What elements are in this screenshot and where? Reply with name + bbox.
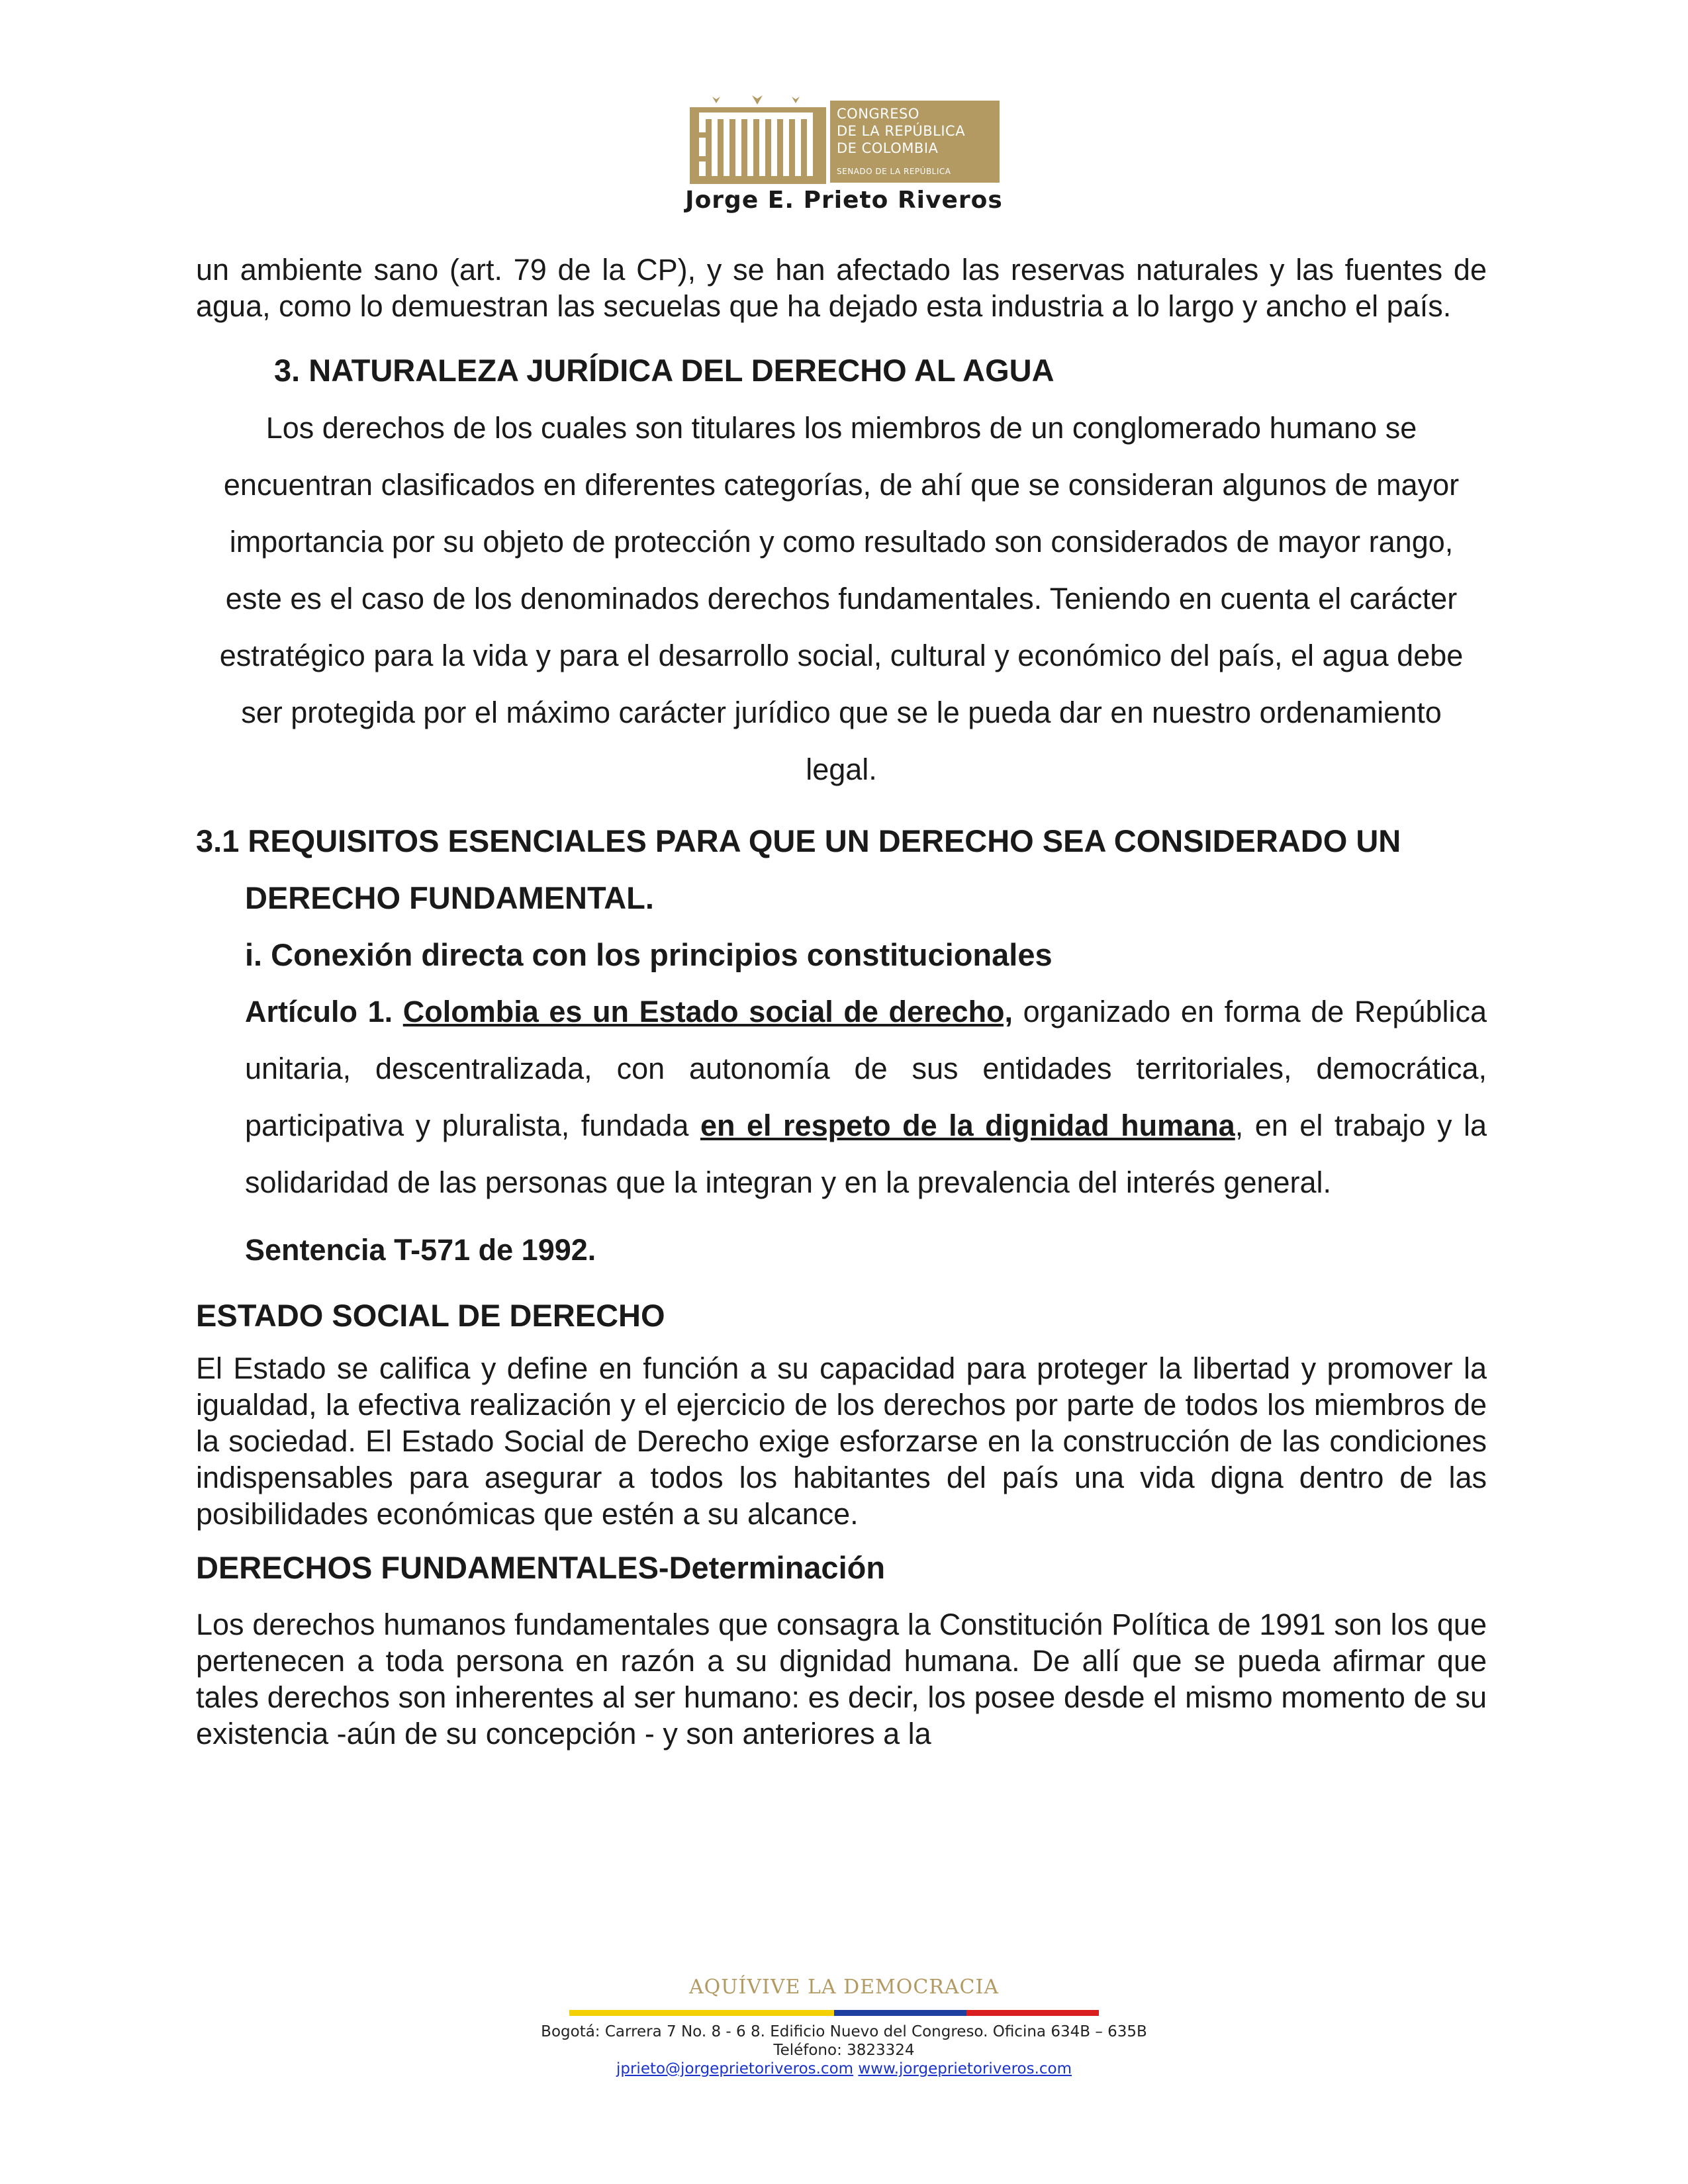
footer-address: Bogotá: Carrera 7 No. 8 - 6 8. Edificio Nuevo del Congreso. Oficina 634B – 635B xyxy=(541,2023,1147,2040)
intro-paragraph: un ambiente sano (art. 79 de la CP), y se han afectado las reservas naturales y las fuentes de agua, como lo demuestran las secuelas que ha dejado esta industria a lo largo y ancho el país. xyxy=(196,253,1487,323)
section-3-title: 3. NATURALEZA JURÍDICA DEL DERECHO AL AGUA xyxy=(274,353,1055,388)
flag-blue-stripe xyxy=(834,2010,966,2016)
flag-yellow-stripe xyxy=(569,2010,834,2016)
derechos-fundamentales-heading: DERECHOS FUNDAMENTALES-Determinación xyxy=(196,1550,886,1585)
website-link[interactable]: www.jorgeprietoriveros.com xyxy=(858,2060,1072,2077)
footer-slogan: AQUÍVIVE LA DEMOCRACIA xyxy=(688,1976,1000,1999)
article-underline-2: en el respeto de la dignidad humana xyxy=(700,1109,1235,1142)
logo-line-3: DE COLOMBIA xyxy=(837,140,939,156)
footer-phone: Teléfono: 3823324 xyxy=(773,2042,915,2059)
congreso-logo xyxy=(688,93,1000,184)
sentencia-reference: Sentencia T-571 de 1992. xyxy=(245,1233,596,1267)
estado-social-heading: ESTADO SOCIAL DE DERECHO xyxy=(196,1298,665,1333)
author-name: Jorge E. Prieto Riveros xyxy=(685,187,1003,214)
article-block xyxy=(196,927,1487,1279)
colombia-flag-stripe xyxy=(569,2010,1099,2016)
logo-text-box xyxy=(830,101,1000,183)
capitol-emblem-icon xyxy=(688,93,827,184)
footer-links xyxy=(0,2060,1688,2077)
logo-line-1: CONGRESO xyxy=(837,106,919,122)
logo-line-2: DE LA REPÚBLICA xyxy=(837,123,966,139)
derechos-fundamentales-paragraph: Los derechos humanos fundamentales que consagra la Constitución Política de 1991 son los que pertenecen a toda persona en razón a su dignidad humana. De allí que se pueda afirmar que tales derechos son inherentes al ser humano: es decir, los posee desde el mismo momento de su existencia -aún de su concepción - y son anteriores a la xyxy=(196,1608,1487,1751)
article-text-1: organizado en forma de República unitaria, descentralizada, con autonomía de sus entidades territoriales, democrática, participativa y pluralista, fundada xyxy=(245,995,1487,1142)
article-label: Artículo 1. xyxy=(245,995,393,1028)
document-body xyxy=(196,251,1487,1752)
article-underline-1: Colombia es un Estado social de derecho, xyxy=(402,995,1013,1028)
estado-social-paragraph: El Estado se califica y define en función a su capacidad para proteger la libertad y promover la igualdad, la efectiva realización y el ejercicio de los derechos por parte de todos los miembros de la sociedad. El Estado Social de Derecho exige esforzarse en la construcción de las condiciones indispensables para asegurar a todos los habitantes del país una vida digna dentro de las posibilidades económicas que estén a su alcance. xyxy=(196,1351,1487,1531)
article-text-2: , en el trabajo y la solidaridad de las personas que la integran y en la prevalencia del interés general. xyxy=(245,1109,1487,1199)
section-3-1-title: 3.1 REQUISITOS ESENCIALES PARA QUE UN DERECHO SEA CONSIDERADO UN DERECHO FUNDAMENTAL. xyxy=(196,823,1401,915)
letterhead xyxy=(0,93,1688,225)
section-3-paragraph: Los derechos de los cuales son titulares los miembros de un conglomerado humano se encuentran clasificados en diferentes categorías, de ahí que se consideran algunos de mayor importancia por su objeto de protección y como resultado son considerados de mayor rango, este es el caso de los denominados derechos fundamentales. Teniendo en cuenta el carácter estratégico para la vida y para el desarrollo social, cultural y económico del país, el agua debe ser protegida por el máximo carácter jurídico que se le pueda dar en nuestro ordenamiento legal. xyxy=(219,411,1464,786)
email-link[interactable]: jprieto@jorgeprietoriveros.com xyxy=(616,2060,854,2077)
logo-subtitle: SENADO DE LA REPÚBLICA xyxy=(837,167,951,176)
article-1-text xyxy=(245,983,1487,1211)
flag-red-stripe xyxy=(966,2010,1099,2016)
item-i-title: i. Conexión directa con los principios constitucionales xyxy=(245,937,1053,972)
